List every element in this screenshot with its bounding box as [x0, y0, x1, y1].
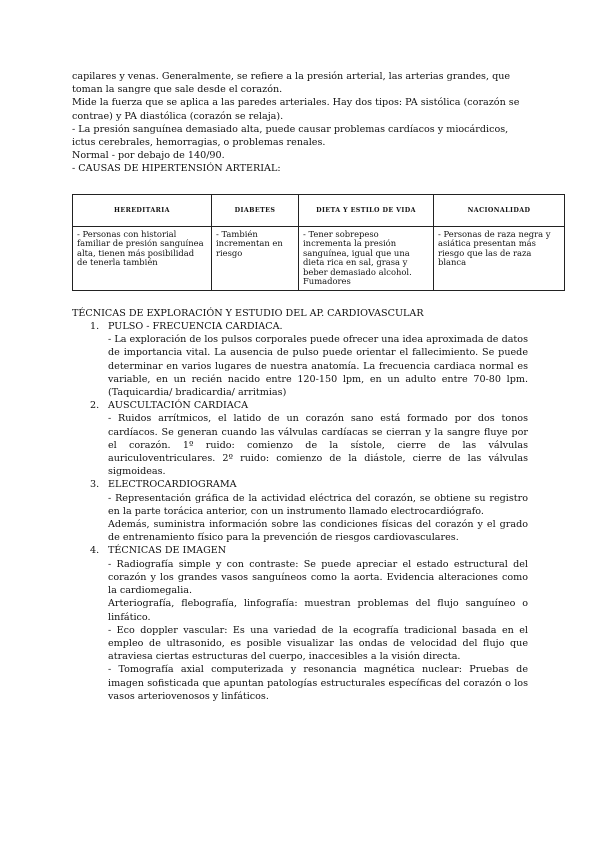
intro-paragraph: Normal - por debajo de 140/90.	[72, 150, 225, 162]
list-item-paragraph: - Radiografía simple y con contraste: Se puede apreciar el estado estructural del corazón y los grandes vasos sanguíneos como la aorta. Evidencia alteraciones como la cardiomegalia.	[108, 558, 528, 597]
table-header-row	[73, 194, 565, 226]
list-item-number: 2.	[90, 400, 100, 412]
list-item-number: 4.	[90, 545, 100, 557]
document-page	[72, 70, 551, 703]
table-cell: - Tener sobrepeso incrementa la presión sanguínea, igual que una dieta rica en sal, grasa y beber demasiado alcohol. Fumadores	[299, 226, 434, 290]
list-item	[72, 399, 528, 478]
intro-paragraph: - CAUSAS DE HIPERTENSIÓN ARTERIAL:	[72, 163, 281, 175]
list-item-number: 3.	[90, 479, 100, 491]
table-header-cell: HEREDITARIA	[73, 194, 212, 226]
list-item-paragraph: - La exploración de los pulsos corporales puede ofrecer una idea aproximada de datos de importancia vital. La ausencia de pulso puede orientar el fallecimiento. Se puede determinar en varios lugares de nuestra anatomía. La frecuencia cardiaca normal es variable, en un recién nacido entre 120-150 lpm, en un adulto entre 70-80 lpm. (Taquicardia/ bradicardia/ arritmias)	[108, 334, 528, 399]
list-item	[72, 478, 528, 544]
intro-paragraph: capilares y venas. Generalmente, se refiere a la presión arterial, las arterias grandes, que toman la sangre que sale desde el corazón.	[72, 71, 511, 96]
list-item-paragraph: Además, suministra información sobre las condiciones físicas del corazón y el grado de entrenamiento físico para la prevención de riesgos cardiovasculares.	[108, 519, 528, 544]
hypertension-causes-table	[72, 194, 565, 291]
intro-text	[72, 70, 528, 176]
list-item-title: TÉCNICAS DE IMAGEN	[108, 545, 227, 557]
list-item-title: ELECTROCARDIOGRAMA	[108, 479, 237, 491]
table-cell: - Personas con historial familiar de presión sanguínea alta, tienen más posibilidad de tenerla también	[73, 226, 212, 290]
list-item	[72, 544, 528, 702]
table-cell: - También incrementan en riesgo	[212, 226, 299, 290]
list-item-paragraph: - Ruidos arrítmicos, el latido de un corazón sano está formado por dos tonos cardíacos. Se generan cuando las válvulas cardíacas se cierran y la sangre fluye por el corazón. 1º ruido: comienzo de la sístole, cierre de las válvulas auriculoventriculares. 2º ruido: comienzo de la diástole, cierre de las válvulas sigmoideas.	[108, 413, 528, 478]
list-item-number: 1.	[90, 321, 100, 333]
list-item-paragraph: - Eco doppler vascular: Es una variedad de la ecografía tradicional basada en el empleo de ultrasonido, es posible visualizar las ondas de velocidad del flujo que atraviesa ciertas estructuras del cuerpo, inaccesibles a la visión directa.	[108, 624, 528, 663]
list-item-title: AUSCULTACIÓN CARDIACA	[108, 400, 249, 412]
table-cell: - Personas de raza negra y asiática presentan más riesgo que las de raza blanca	[434, 226, 565, 290]
list-item-paragraph: Arteriografía, flebografía, linfografía: muestran problemas del flujo sanguíneo o linfático.	[108, 598, 528, 623]
section-title: TÉCNICAS DE EXPLORACIÓN Y ESTUDIO DEL AP. CARDIOVASCULAR	[72, 307, 424, 319]
techniques-list	[72, 320, 528, 703]
list-item	[72, 320, 528, 399]
table-header-cell: NACIONALIDAD	[434, 194, 565, 226]
table-header-cell: DIETA Y ESTILO DE VIDA	[299, 194, 434, 226]
list-item-paragraph: - Tomografía axial computerizada y resonancia magnética nuclear: Pruebas de imagen sofisticada que apuntan patologías estructurales específicas del corazón o los vasos arteriovenosos y linfáticos.	[108, 664, 528, 702]
list-item-paragraph: - Representación gráfica de la actividad eléctrica del corazón, se obtiene su registro en la parte torácica anterior, con un instrumento llamado electrocardiógrafo.	[108, 492, 528, 517]
table-row	[73, 226, 565, 290]
table-header-cell: DIABETES	[212, 194, 299, 226]
list-item-title: PULSO - FRECUENCIA CARDIACA.	[108, 321, 283, 333]
intro-paragraph: - La presión sanguínea demasiado alta, puede causar problemas cardíacos y miocárdicos, ictus cerebrales, hemorragias, o problemas renales.	[72, 123, 509, 149]
intro-paragraph: Mide la fuerza que se aplica a las paredes arteriales. Hay dos tipos: PA sistólica (corazón se contrae) y PA diastólica (corazón se relaja).	[72, 97, 520, 122]
